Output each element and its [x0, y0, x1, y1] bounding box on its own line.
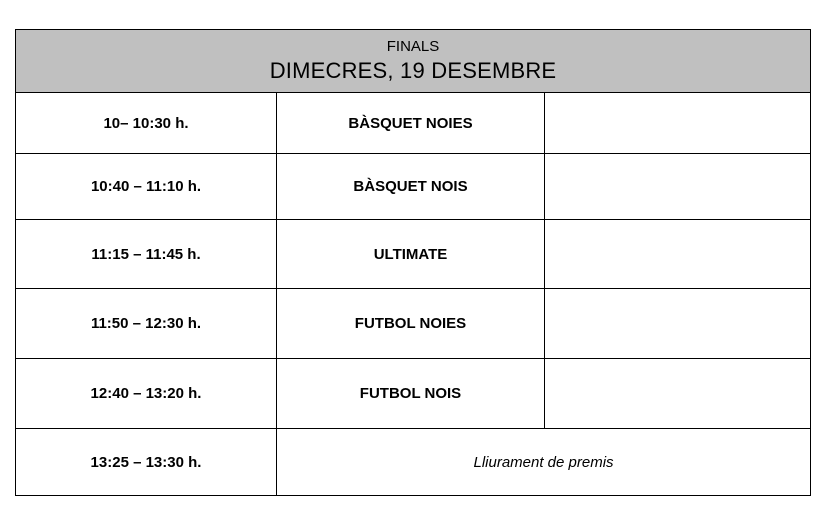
sport-cell: ULTIMATE [277, 220, 545, 289]
schedule-table [15, 29, 811, 496]
sport-cell: FUTBOL NOIES [277, 289, 545, 359]
notes-cell [545, 220, 811, 289]
schedule-row [16, 289, 811, 359]
sport-cell: BÀSQUET NOIS [277, 154, 545, 220]
notes-cell [545, 93, 811, 154]
header-cell [16, 30, 811, 93]
notes-cell [545, 359, 811, 429]
header-subtitle: FINALS [386, 38, 440, 55]
schedule-row [16, 93, 811, 154]
sport-cell: FUTBOL NOIS [277, 359, 545, 429]
time-cell: 10:40 – 11:10 h. [16, 154, 277, 220]
time-cell: 10– 10:30 h. [16, 93, 277, 154]
schedule-row [16, 220, 811, 289]
notes-cell [545, 154, 811, 220]
time-cell: 11:50 – 12:30 h. [16, 289, 277, 359]
time-cell: 12:40 – 13:20 h. [16, 359, 277, 429]
sport-cell: BÀSQUET NOIES [277, 93, 545, 154]
awards-note-cell: Lliurament de premis [277, 429, 811, 496]
notes-cell [545, 289, 811, 359]
schedule-row [16, 359, 811, 429]
schedule-row-final [16, 429, 811, 496]
header-title: DIMECRES, 19 DESEMBRE [269, 58, 557, 83]
time-cell: 13:25 – 13:30 h. [16, 429, 277, 496]
time-cell: 11:15 – 11:45 h. [16, 220, 277, 289]
schedule-row [16, 154, 811, 220]
header-row [16, 30, 811, 93]
